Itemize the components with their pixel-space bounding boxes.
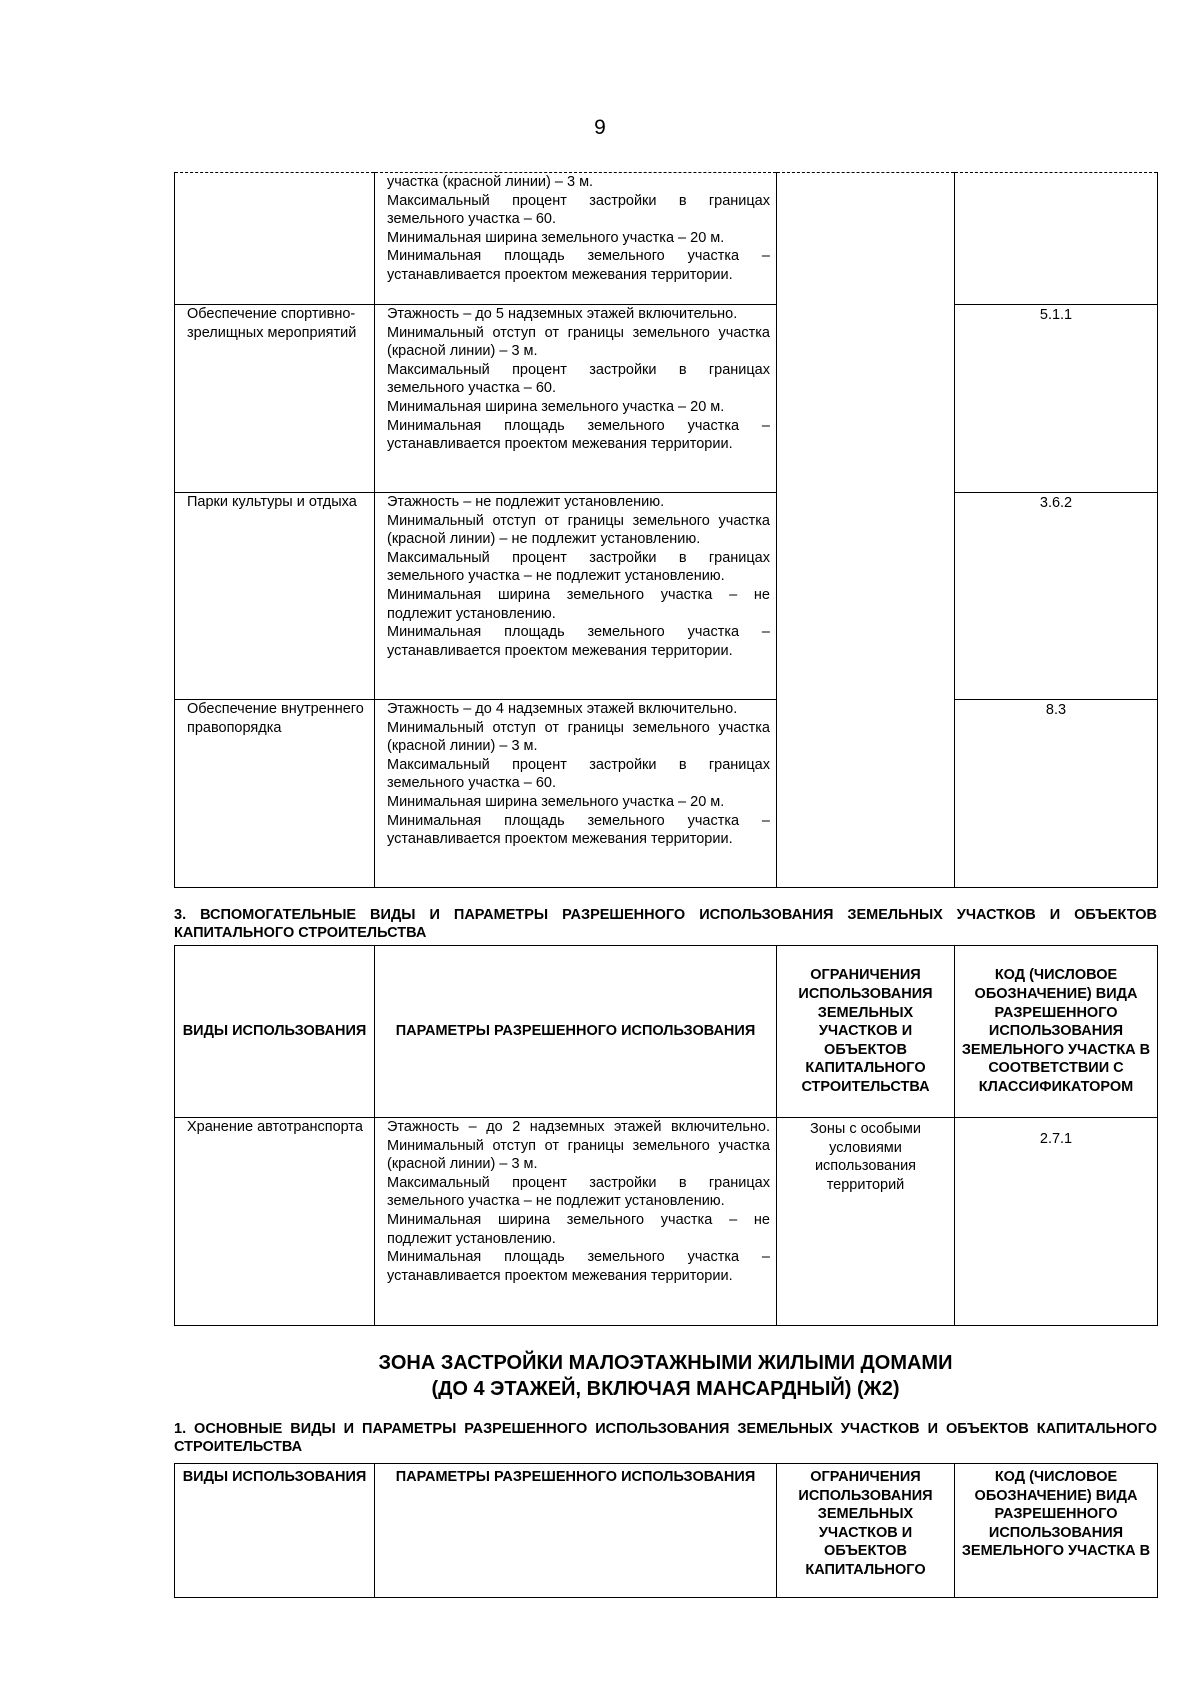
section-heading-auxiliary-uses: 3. ВСПОМОГАТЕЛЬНЫЕ ВИДЫ И ПАРАМЕТРЫ РАЗРЕШЕННОГО ИСПОЛЬЗОВАНИЯ ЗЕМЕЛЬНЫХ УЧАСТКОВ И ОБЪЕКТОВ КАПИТАЛЬНОГО СТРОИТЕЛЬСТВА [174,907,1157,941]
column-header-limits: ОГРАНИЧЕНИЯ ИСПОЛЬЗОВАНИЯ ЗЕМЕЛЬНЫХ УЧАСТКОВ И ОБЪЕКТОВ КАПИТАЛЬНОГО СТРОИТЕЛЬСТВА [777,946,955,1118]
table-header-row [175,1464,1158,1598]
table-row [175,700,1158,888]
zone-title [174,1350,1157,1402]
column-header-code: КОД (ЧИСЛОВОЕ ОБОЗНАЧЕНИЕ) ВИДА РАЗРЕШЕННОГО ИСПОЛЬЗОВАНИЯ ЗЕМЕЛЬНОГО УЧАСТКА В СООТВЕТСТВИИ С КЛАССИФИКАТОРОМ [955,946,1158,1118]
use-limits-cell: Зоны с особыми условиями использования территорий [777,1118,955,1326]
param-line: Этажность – до 2 надземных этажей включительно. [387,1119,770,1135]
param-line: Минимальный отступ от границы земельного участка (красной линии) – не подлежит установлению. [387,512,770,548]
param-line: Минимальная ширина земельного участка – не подлежит установлению. [387,586,770,622]
use-kind-cell [175,173,375,305]
param-line: Минимальная площадь земельного участка – устанавливается проектом межевания территории. [387,624,770,659]
use-params-cell [375,305,777,493]
param-line: Минимальная ширина земельного участка – 20 м. [387,398,725,415]
use-kind-cell: Парки культуры и отдыха [175,493,375,700]
page-number: 9 [594,116,606,139]
main-uses-table-continuation [174,172,1158,888]
column-header-limits: ОГРАНИЧЕНИЯ ИСПОЛЬЗОВАНИЯ ЗЕМЕЛЬНЫХ УЧАСТКОВ И ОБЪЕКТОВ КАПИТАЛЬНОГО [777,1464,955,1598]
param-line: Минимальный отступ от границы земельного участка (красной линии) – 3 м. [387,719,770,755]
table-row [175,173,1158,305]
section-heading-main-uses: 1. ОСНОВНЫЕ ВИДЫ И ПАРАМЕТРЫ РАЗРЕШЕННОГО ИСПОЛЬЗОВАНИЯ ЗЕМЕЛЬНЫХ УЧАСТКОВ И ОБЪЕКТОВ КАПИТАЛЬНОГО СТРОИТЕЛЬСТВА [174,1421,1157,1455]
param-line: Максимальный процент застройки в границах земельного участка – не подлежит установлению. [387,549,770,585]
zone-title-line-2: (ДО 4 ЭТАЖЕЙ, ВКЛЮЧАЯ МАНСАРДНЫЙ) (Ж2) [431,1378,900,1400]
column-header-kind: ВИДЫ ИСПОЛЬЗОВАНИЯ [175,1464,375,1598]
param-line: Минимальная ширина земельного участка – 20 м. [387,793,725,810]
param-line: Этажность – до 4 надземных этажей включительно. [387,701,738,717]
use-code-cell: 3.6.2 [955,493,1158,700]
column-header-kind: ВИДЫ ИСПОЛЬЗОВАНИЯ [175,946,375,1118]
param-line: Максимальный процент застройки в границах земельного участка – 60. [387,192,770,228]
use-code-cell [955,173,1158,305]
table-row [175,1118,1158,1326]
use-params-cell [375,173,777,305]
param-line: Минимальный отступ от границы земельного участка (красной линии) – 3 м. [387,324,770,360]
use-params-cell [375,1118,777,1326]
param-line: Минимальная площадь земельного участка – устанавливается проектом межевания территории. [387,812,770,848]
use-kind-cell: Обеспечение внутреннего правопорядка [175,700,375,888]
zone-title-line-1: ЗОНА ЗАСТРОЙКИ МАЛОЭТАЖНЫМИ ЖИЛЫМИ ДОМАМИ [378,1352,953,1374]
main-uses-table [174,1463,1158,1598]
param-line: Минимальная ширина земельного участка – 20 м. [387,229,725,246]
table-row [175,305,1158,493]
table-row [175,493,1158,700]
use-limits-cell [777,173,955,888]
column-header-params: ПАРАМЕТРЫ РАЗРЕШЕННОГО ИСПОЛЬЗОВАНИЯ [375,1464,777,1598]
use-code-cell: 8.3 [955,700,1158,888]
param-line: Минимальная ширина земельного участка – не подлежит установлению. [387,1211,770,1247]
use-code-cell: 5.1.1 [955,305,1158,493]
param-line: участка (красной линии) – 3 м. [387,174,594,190]
use-kind-cell: Хранение автотранспорта [175,1118,375,1326]
use-kind-cell: Обеспечение спортивно-зрелищных мероприятий [175,305,375,493]
column-header-params: ПАРАМЕТРЫ РАЗРЕШЕННОГО ИСПОЛЬЗОВАНИЯ [375,946,777,1118]
table-header-row [175,946,1158,1118]
auxiliary-uses-table [174,945,1158,1326]
param-line: Этажность – не подлежит установлению. [387,494,665,510]
use-params-cell [375,700,777,888]
param-line: Максимальный процент застройки в границах земельного участка – 60. [387,361,770,397]
param-line: Минимальный отступ от границы земельного участка (красной линии) – 3 м. [387,1137,770,1173]
use-params-cell [375,493,777,700]
param-line: Минимальная площадь земельного участка – устанавливается проектом межевания территории. [387,248,770,283]
param-line: Минимальная площадь земельного участка – устанавливается проектом межевания территории. [387,417,770,453]
use-code-cell: 2.7.1 [955,1118,1158,1326]
param-line: Максимальный процент застройки в границах земельного участка – 60. [387,756,770,792]
param-line: Минимальная площадь земельного участка – устанавливается проектом межевания территории. [387,1249,770,1284]
column-header-code: КОД (ЧИСЛОВОЕ ОБОЗНАЧЕНИЕ) ВИДА РАЗРЕШЕННОГО ИСПОЛЬЗОВАНИЯ ЗЕМЕЛЬНОГО УЧАСТКА В [955,1464,1158,1598]
param-line: Максимальный процент застройки в границах земельного участка – не подлежит установлению. [387,1174,770,1210]
param-line: Этажность – до 5 надземных этажей включительно. [387,306,738,322]
